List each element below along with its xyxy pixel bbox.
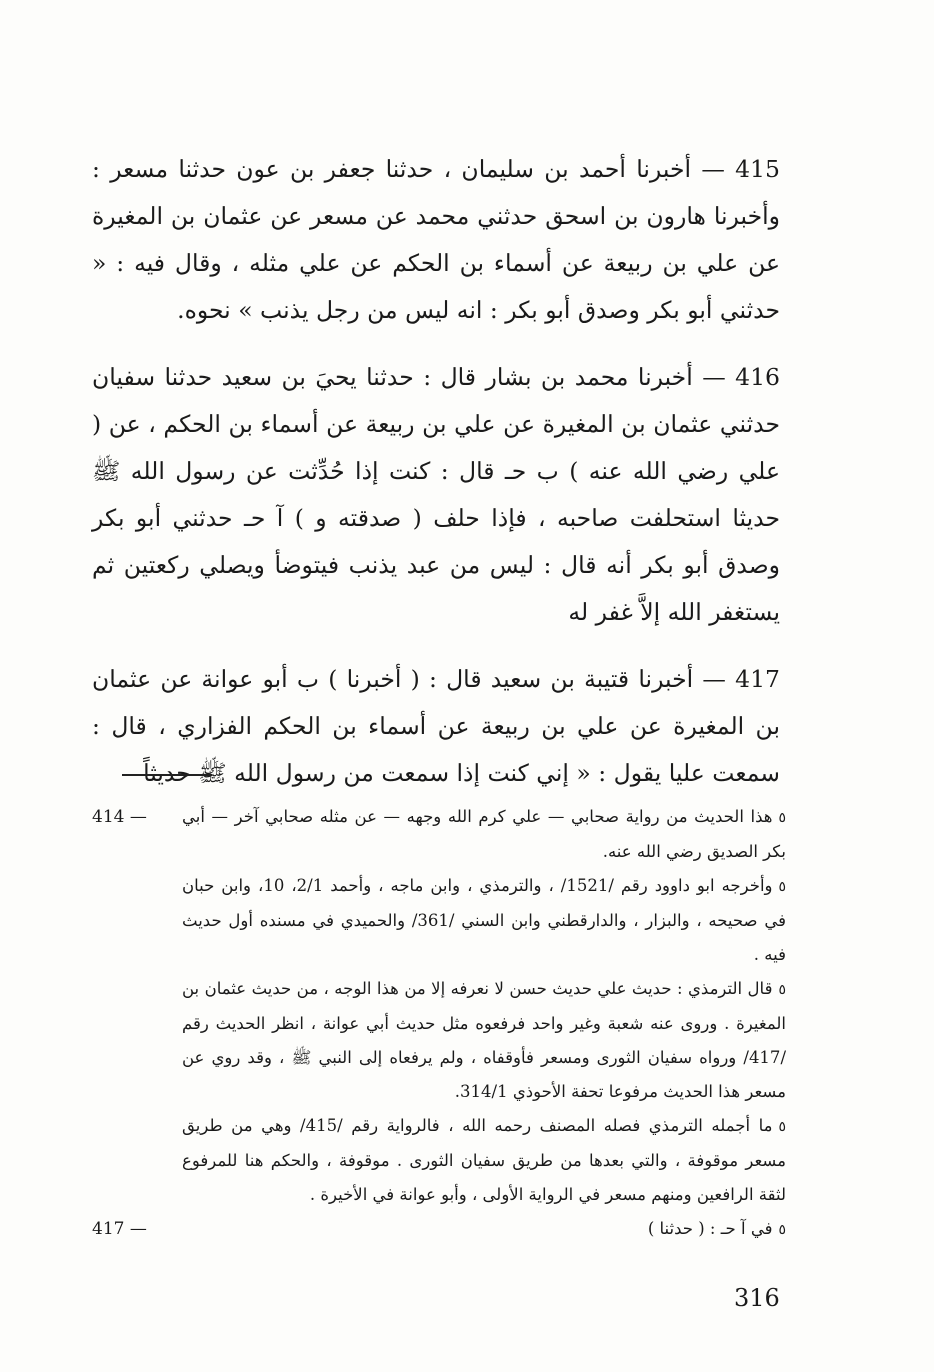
dash: —	[701, 155, 725, 183]
footnote-item: ٥وأخرجه ابو داوود رقم /1521/ ، والترمذي ، وابن ماجه ، وأحمد 2/1، 10، وابن حبان في صحيحه ، والبزار ، والدارقطني وابن السني /361/ والحميدي في مسنده أول حديث فيه .	[182, 876, 787, 964]
footnote-separator	[122, 774, 212, 776]
page-number: 316	[734, 1284, 780, 1312]
hadith-text: أخبرنا قتيبة بن سعيد قال : ( أخبرنا ) ب أبو عوانة عن عثمان بن المغيرة عن علي بن ربيعة عن أسماء بن الحكم الفزاري ، قال : سمعت عليا يقول : « إني كنت إذا سمعت من رسول الله ﷺ حديثاً	[92, 665, 780, 787]
footnote-item: ٥في آ حـ : ( حدثنا )	[647, 1219, 786, 1238]
footnotes	[92, 800, 786, 1247]
dash: —	[702, 665, 726, 693]
hadith-number: 416	[735, 363, 780, 391]
bullet-icon: ٥	[778, 1119, 786, 1135]
footnote-item: ٥قال الترمذي : حديث علي حديث حسن لا نعرفه إلا من هذا الوجه ، من حديث عثمان بن المغيرة . وروى عنه شعبة وغير واحد فرفعوه مثل حديث أبي عوانة ، انظر الحديث رقم /417/ ورواه سفيان الثورى ومسعر فأوقفاه ، ولم يرفعاه إلى النبي ﷺ ، وقد روي عن مسعر هذا الحديث مرفوعا تحفة الأحوذي 314/1.	[182, 979, 786, 1101]
hadith-415	[92, 146, 780, 334]
hadith-number: 415	[735, 155, 780, 183]
footnote-ref: 414 —	[92, 807, 147, 827]
footnote-item: ٥ما أجمله الترمذي فصله المصنف رحمه الله ، فالرواية رقم /415/ وهي من طريق مسعر موقوفة ، والتي بعدها من طريق سفيان الثورى . موقوفة ، والحكم هنا للمرفوع لثقة الرافعين ومنهم مسعر في الرواية الأولى ، وأبو عوانة في الأخيرة .	[182, 1116, 786, 1204]
footnote-body	[182, 1212, 786, 1247]
main-text	[92, 146, 780, 817]
bullet-icon: ٥	[778, 982, 786, 998]
bullet-icon: ٥	[778, 810, 786, 826]
footnote-ref: 417 —	[92, 1219, 147, 1239]
footnote-group-417	[92, 1212, 786, 1247]
hadith-text: أخبرنا أحمد بن سليمان ، حدثنا جعفر بن عون حدثنا مسعر : وأخبرنا هارون بن اسحق حدثني محمد عن مسعر عن عثمان بن المغيرة عن علي بن ربيعة عن أسماء بن الحكم عن علي مثله ، وقال فيه : « حدثني أبو بكر وصدق أبو بكر : انه ليس من رجل يذنب » نحوه.	[92, 155, 780, 324]
bullet-icon: ٥	[778, 1222, 786, 1238]
hadith-416	[92, 354, 780, 636]
footnote-body	[182, 800, 786, 1212]
hadith-number: 417	[735, 665, 780, 693]
footnote-item: ٥هذا الحديث من رواية صحابي — علي كرم الله وجهه — عن مثله صحابي آخر — أبي بكر الصديق رضي الله عنه.	[182, 807, 786, 861]
bullet-icon: ٥	[778, 879, 787, 895]
footnote-group-414	[92, 800, 786, 1212]
dash: —	[702, 363, 726, 391]
hadith-text: أخبرنا محمد بن بشار قال : حدثنا يحيَ بن سعيد حدثنا سفيان حدثني عثمان بن المغيرة عن علي بن ربيعة عن أسماء بن الحكم ، عن ( علي رضي الله عنه ) ب حـ قال : كنت إذا حُدِّثت عن رسول الله ﷺ حديثا استحلفت صاحبه ، فإذا حلف ( صدقته و ) آ حـ حدثني أبو بكر وصدق أبو بكر أنه قال : ليس من عبد يذنب فيتوضأ ويصلي ركعتين ثم يستغفر الله إلاَّ غفر له	[92, 363, 780, 626]
